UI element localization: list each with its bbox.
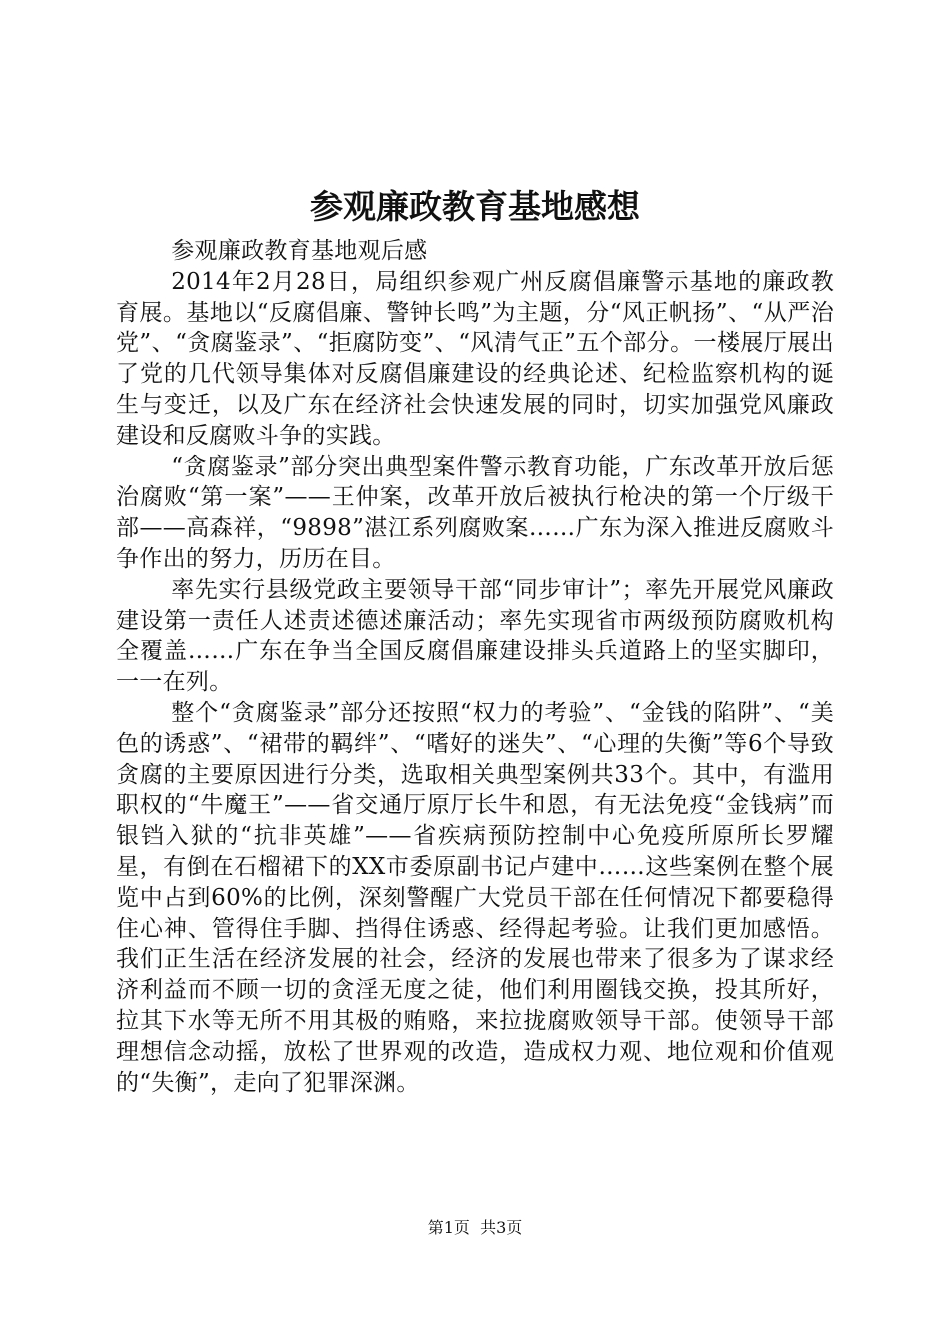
paragraph-1: 2014年2月28日，局组织参观广州反腐倡廉警示基地的廉政教育展。基地以“反腐倡廉、警钟长鸣”为主题，分“风正帆扬”、“从严治党”、“贪腐鉴录”、“拒腐防变”、“风清气正”五个部分。一楼展厅展出了党的几代领导集体对反腐倡廉建设的经典论述、纪检监察机构的诞生与变迁，以及广东在经济社会快速发展的同时，切实加强党风廉政建设和反腐败斗争的实践。: [116, 268, 834, 449]
document-body: [116, 236, 834, 1098]
page-footer: 第1页 共3页: [427, 1218, 523, 1237]
document-title: 参观廉政教育基地感想: [310, 187, 640, 226]
paragraph-2: “贪腐鉴录”部分突出典型案件警示教育功能，广东改革开放后惩治腐败“第一案”——王仲案，改革开放后被执行枪决的第一个厅级干部——高森祥，“9898”湛江系列腐败案……广东为深入推进反腐败斗争作出的努力，历历在目。: [116, 453, 834, 572]
paragraph-4: 整个“贪腐鉴录”部分还按照“权力的考验”、“金钱的陷阱”、“美色的诱惑”、“裙带的羁绊”、“嗜好的迷失”、“心理的失衡”等6个导致贪腐的主要原因进行分类，选取相关典型案例共33个。其中，有滥用职权的“牛魔王”——省交通厅原厅长牛和恩，有无法免疫“金钱病”而银铛入狱的“抗非英雄”——省疾病预防控制中心免疫所原所长罗耀星，有倒在石榴裙下的XX市委原副书记卢建中……这些案例在整个展览中占到60%的比例，深刻警醒广大党员干部在任何情况下都要稳得住心神、管得住手脚、挡得住诱惑、经得起考验。让我们更加感悟。我们正生活在经济发展的社会，经济的发展也带来了很多为了谋求经济利益而不顾一切的贪淫无度之徒，他们利用圈钱交换，投其所好，拉其下水等无所不用其极的贿赂，来拉拢腐败领导干部。使领导干部理想信念动摇，放松了世界观的改造，造成权力观、地位观和价值观的“失衡”，走向了犯罪深渊。: [116, 699, 834, 1096]
paragraph-3: 率先实行县级党政主要领导干部“同步审计”；率先开展党风廉政建设第一责任人述责述德述廉活动；率先实现省市两级预防腐败机构全覆盖……广东在争当全国反腐倡廉建设排头兵道路上的坚实脚印，一一在列。: [116, 576, 834, 696]
document-subtitle: 参观廉政教育基地观后感: [171, 238, 428, 264]
